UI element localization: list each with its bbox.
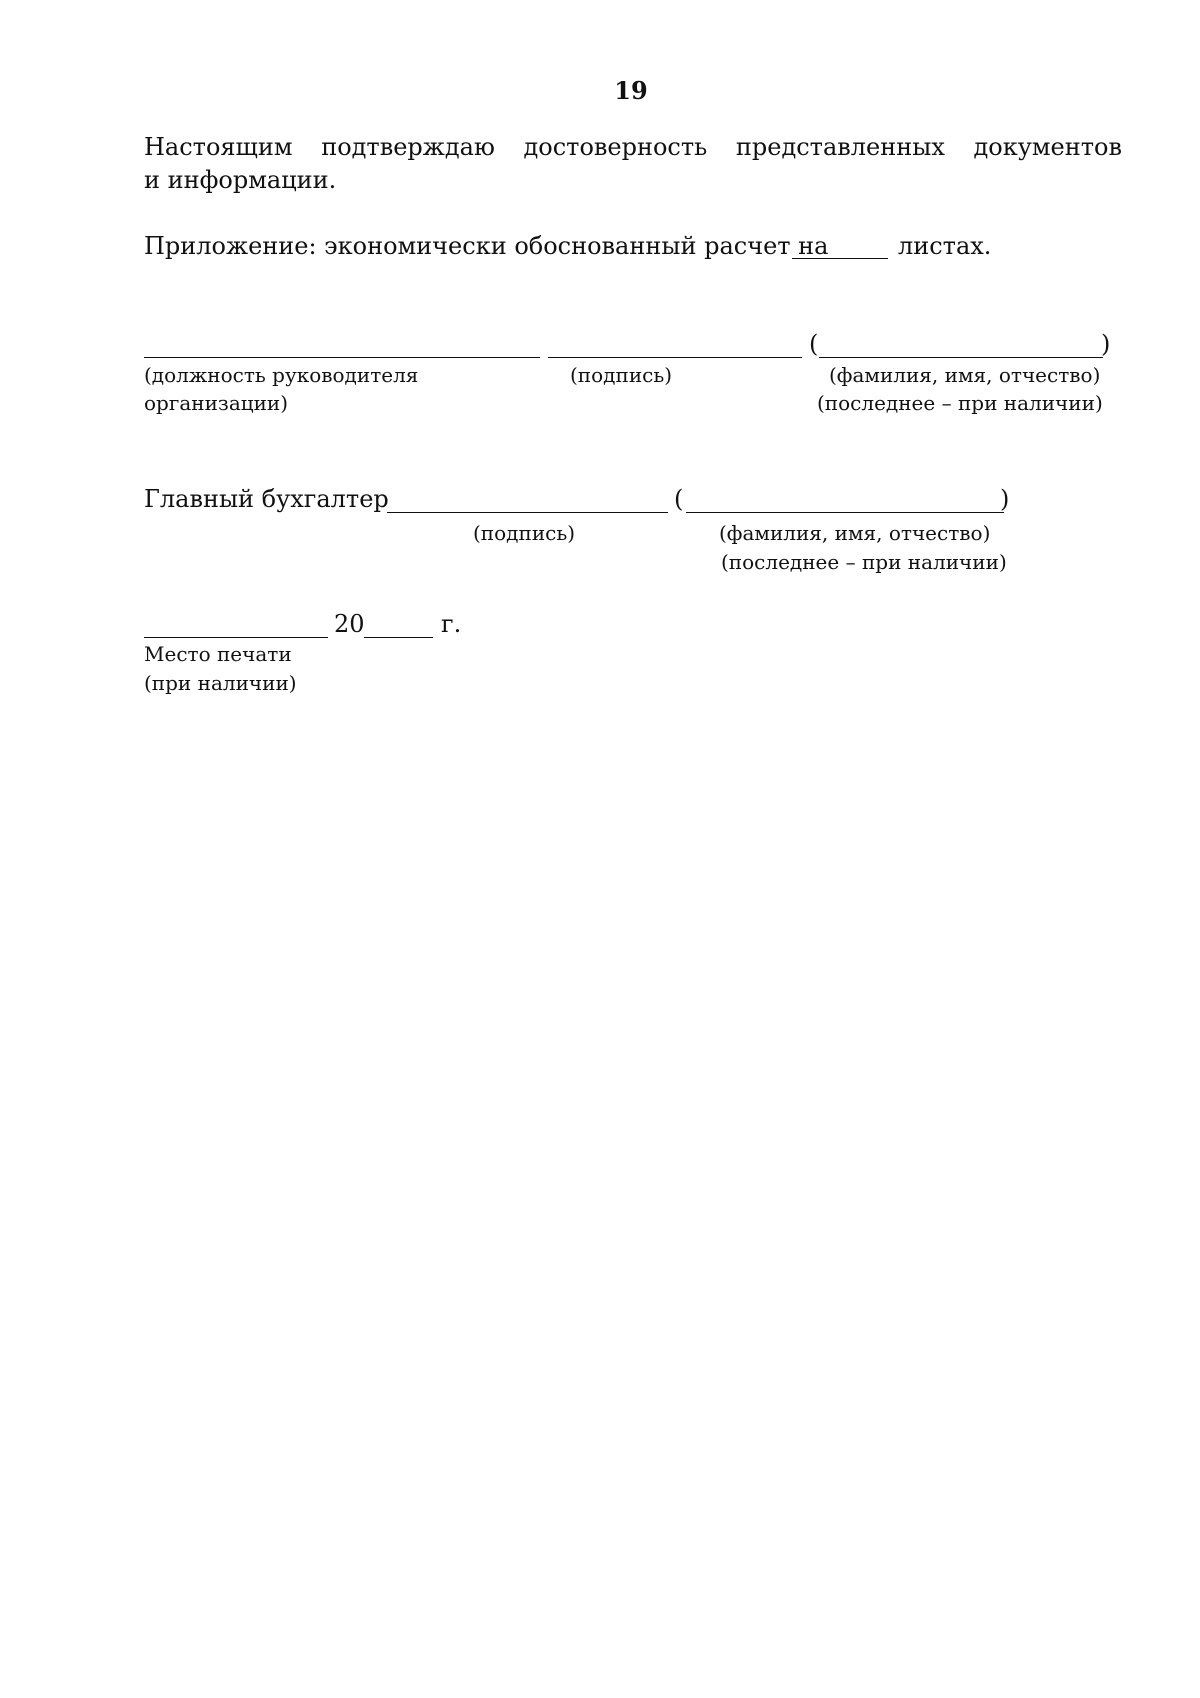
position-label: (должность руководителя bbox=[144, 363, 419, 387]
accountant-name-blank bbox=[686, 512, 1004, 513]
confirmation-word: Настоящим bbox=[144, 133, 293, 161]
head-name-blank bbox=[819, 357, 1103, 358]
head-name-label: (фамилия, имя, отчество) bbox=[829, 363, 1101, 387]
accountant-signature-label: (подпись) bbox=[473, 521, 576, 545]
head-name-open-paren: ( bbox=[809, 330, 819, 358]
date-blank bbox=[144, 637, 328, 638]
accountant-name-label-cont: (последнее – при наличии) bbox=[721, 550, 1007, 574]
position-blank bbox=[144, 357, 540, 358]
attachment-suffix: листах. bbox=[898, 232, 992, 260]
accountant-name-open-paren: ( bbox=[674, 485, 684, 513]
confirmation-word: подтверждаю bbox=[321, 133, 495, 161]
head-signature-label: (подпись) bbox=[570, 363, 673, 387]
accountant-name-label: (фамилия, имя, отчество) bbox=[719, 521, 991, 545]
sheet-count-blank bbox=[792, 258, 888, 259]
accountant-signature-blank bbox=[387, 512, 668, 513]
stamp-label-cont: (при наличии) bbox=[144, 671, 297, 695]
year-century: 20 bbox=[334, 610, 365, 638]
page-number: 19 bbox=[614, 76, 648, 105]
confirmation-word: документов bbox=[973, 133, 1122, 161]
head-name-close-paren: ) bbox=[1101, 330, 1111, 358]
attachment-text: Приложение: экономически обоснованный расчет на bbox=[144, 232, 829, 260]
year-suffix: г. bbox=[441, 610, 462, 638]
accountant-name-close-paren: ) bbox=[1000, 485, 1010, 513]
year-blank bbox=[364, 637, 433, 638]
confirmation-line-2: и информации. bbox=[144, 166, 337, 194]
head-name-label-cont: (последнее – при наличии) bbox=[817, 391, 1103, 415]
stamp-label: Место печати bbox=[144, 642, 292, 666]
confirmation-word: достоверность bbox=[523, 133, 708, 161]
confirmation-line-1 bbox=[144, 133, 1122, 161]
position-label-cont: организации) bbox=[144, 391, 289, 415]
confirmation-word: представленных bbox=[735, 133, 945, 161]
accountant-title: Главный бухгалтер bbox=[144, 485, 389, 513]
head-signature-blank bbox=[548, 357, 802, 358]
